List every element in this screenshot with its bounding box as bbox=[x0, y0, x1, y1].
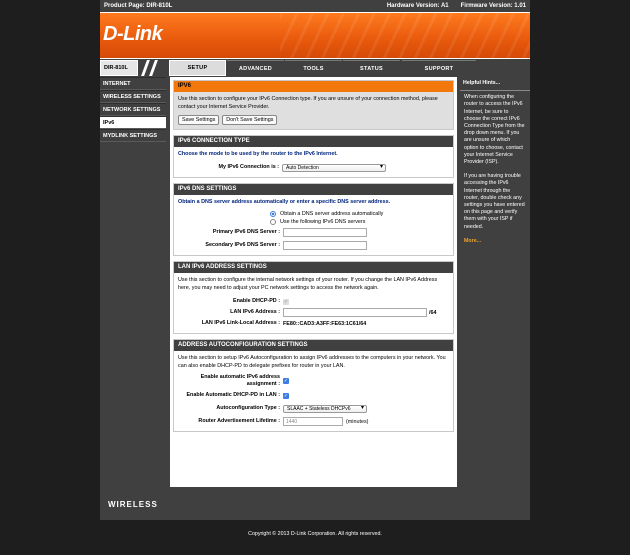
router-admin-page bbox=[100, 0, 530, 520]
autoconf-type-label: Autoconfiguration Type : bbox=[216, 405, 280, 411]
link-local-label: LAN IPv6 Link-Local Address : bbox=[201, 320, 280, 326]
intro-text: Use this section to configure your IPv6 Connection type. If you are unsure of your connection method, please contact your Internet Service Provider. bbox=[178, 96, 438, 110]
save-settings-button[interactable]: Save Settings bbox=[178, 115, 219, 125]
dns-prompt: Obtain a DNS server address automatically or enter a specific DNS server address. bbox=[178, 199, 391, 205]
lan-text: Use this section to configure the internal network settings of your router. If you change the LAN IPv6 Address here, you may need to adjust your PC network settings to access the network again. bbox=[178, 277, 438, 291]
connection-type-section bbox=[173, 135, 454, 178]
firmware-version-text: Firmware Version: 1.01 bbox=[460, 3, 526, 9]
sidebar-item-wireless-settings[interactable]: WIRELESS SETTINGS bbox=[100, 90, 166, 103]
top-info-bar bbox=[100, 0, 530, 12]
dhcp-pd-label: Enable DHCP-PD : bbox=[232, 298, 280, 304]
help-title: Helpful Hints... bbox=[463, 80, 501, 86]
brand-banner bbox=[100, 12, 530, 59]
tab-advanced[interactable]: ADVANCED bbox=[227, 60, 284, 76]
prefix-suffix: /64 bbox=[429, 309, 437, 316]
ipv6-intro-section bbox=[173, 80, 454, 130]
connection-type-select[interactable]: Auto Detection ▾ bbox=[282, 164, 386, 172]
dns-manual-label: Use the following IPv6 DNS servers bbox=[280, 219, 366, 225]
product-page-text: Product Page: DIR-810L bbox=[104, 3, 173, 9]
primary-dns-label: Primary IPv6 DNS Server : bbox=[212, 229, 280, 235]
sidebar-item-ipv6[interactable]: IPv6 bbox=[100, 116, 166, 129]
autoconf-text: Use this section to setup IPv6 Autoconfiguration to assign IPv6 addresses to the computers in your network. You can also enable DHCP-PD to delegate prefixes for router in your LAN. bbox=[178, 355, 446, 369]
more-link[interactable]: More... bbox=[464, 237, 482, 244]
tab-support[interactable]: SUPPORT bbox=[402, 60, 476, 76]
sidebar bbox=[100, 77, 166, 487]
connection-prompt: Choose the mode to be used by the router to the IPv6 Internet. bbox=[178, 151, 338, 157]
nav-divider bbox=[138, 60, 168, 76]
help-paragraph: When configuring the router to access the IPv6 Internet, be sure to choose the correct IPv6 Connection Type from the drop down menu. If you are unsure of which option to choose, contact your Internet Service Provider (ISP). bbox=[464, 94, 525, 166]
copyright-text: Copyright © 2013 D-Link Corporation. All rights reserved. bbox=[248, 531, 382, 537]
hardware-version-text: Hardware Version: A1 bbox=[386, 3, 449, 9]
dns-auto-label: Obtain a DNS server address automatically bbox=[280, 211, 384, 217]
tab-tools[interactable]: TOOLS bbox=[285, 60, 342, 76]
section-title: IPV6 bbox=[174, 81, 453, 92]
main-nav bbox=[100, 60, 530, 76]
sidebar-item-internet[interactable]: INTERNET bbox=[100, 77, 166, 90]
auto-assign-label: Enable automatic IPv6 address assignment : bbox=[200, 374, 280, 387]
link-local-value: FE80::CAD3:A3FF:FE63:1C61/64 bbox=[283, 320, 367, 327]
lifetime-input[interactable]: 1440 bbox=[283, 417, 343, 426]
section-title: LAN IPv6 ADDRESS SETTINGS bbox=[174, 262, 453, 273]
dns-auto-radio[interactable] bbox=[270, 211, 276, 217]
model-label: DIR-810L bbox=[100, 60, 138, 76]
lan-address-section bbox=[173, 261, 454, 334]
autoconfiguration-section bbox=[173, 339, 454, 432]
sidebar-item-mydlink-settings[interactable]: MYDLINK SETTINGS bbox=[100, 129, 166, 142]
lan-address-input[interactable] bbox=[283, 308, 427, 317]
main-panel bbox=[170, 77, 457, 487]
help-paragraph: If you are having trouble accessing the IPv6 Internet through the router, double check any settings you have entered on this page and verify them with your ISP if needed. bbox=[464, 173, 525, 230]
dns-manual-radio[interactable] bbox=[270, 219, 276, 225]
secondary-dns-input[interactable] bbox=[283, 241, 367, 250]
connection-label: My IPv6 Connection is : bbox=[218, 164, 279, 170]
content-area bbox=[100, 77, 530, 487]
dhcp-pd-checkbox[interactable]: ✓ bbox=[283, 298, 289, 305]
tab-status[interactable]: STATUS bbox=[343, 60, 400, 76]
dont-save-settings-button[interactable]: Don't Save Settings bbox=[222, 115, 277, 125]
wireless-brand: WIRELESS bbox=[108, 500, 158, 509]
dlink-logo: D-Link bbox=[103, 23, 163, 45]
section-title: ADDRESS AUTOCONFIGURATION SETTINGS bbox=[174, 340, 453, 351]
auto-dhcp-pd-checkbox[interactable]: ✓ bbox=[283, 392, 289, 399]
section-title: IPv6 CONNECTION TYPE bbox=[174, 136, 453, 147]
auto-assign-checkbox[interactable]: ✓ bbox=[283, 378, 289, 384]
lifetime-unit: (minutes) bbox=[346, 418, 369, 425]
dns-settings-section bbox=[173, 183, 454, 256]
primary-dns-input[interactable] bbox=[283, 228, 367, 237]
lifetime-label: Router Advertisement Lifetime : bbox=[198, 418, 280, 424]
help-panel bbox=[460, 77, 530, 487]
sidebar-item-network-settings[interactable]: NETWORK SETTINGS bbox=[100, 103, 166, 116]
tab-setup[interactable]: SETUP bbox=[169, 60, 226, 76]
autoconf-type-select[interactable]: SLAAC + Stateless DHCPv6 ▾ bbox=[283, 405, 367, 413]
auto-dhcp-pd-label: Enable Automatic DHCP-PD in LAN : bbox=[186, 392, 280, 398]
section-title: IPv6 DNS SETTINGS bbox=[174, 184, 453, 195]
secondary-dns-label: Secondary IPv6 DNS Server : bbox=[205, 242, 280, 248]
lan-address-label: LAN IPv6 Address : bbox=[230, 309, 280, 315]
